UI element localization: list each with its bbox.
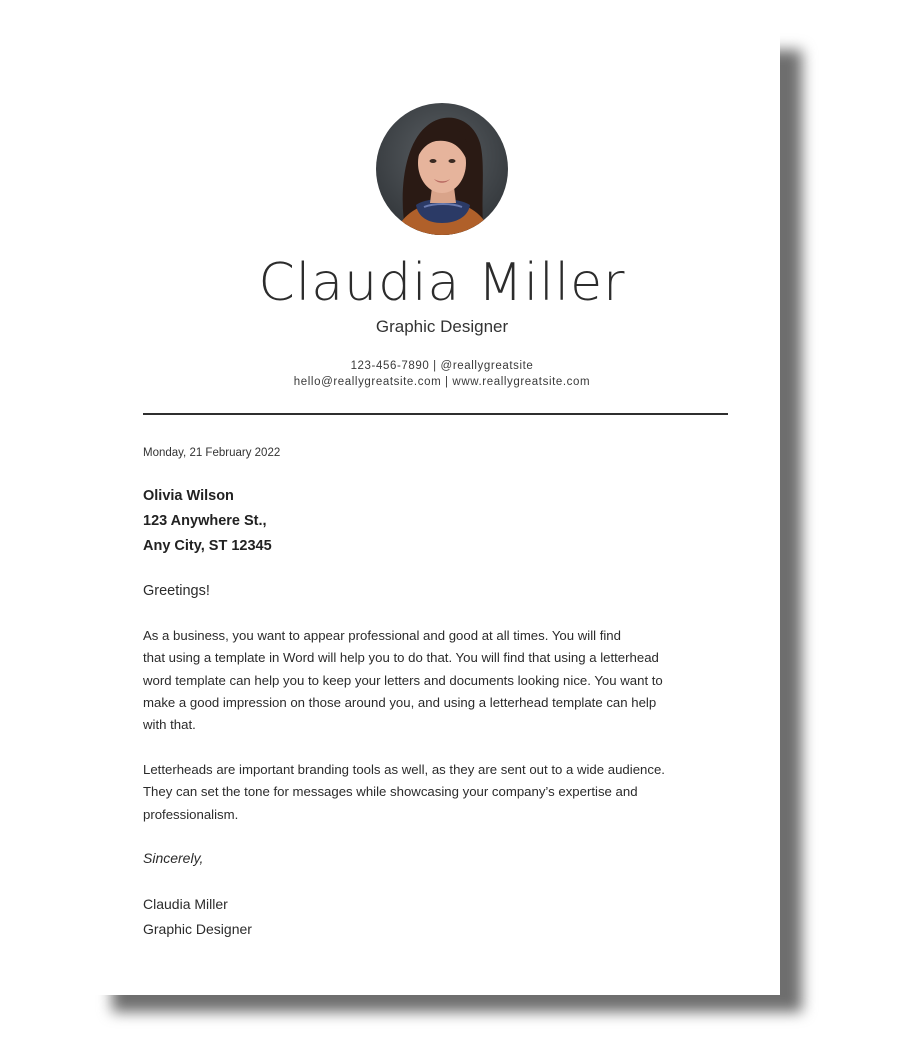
profile-photo bbox=[376, 103, 508, 235]
paragraph-line: They can set the tone for messages while showcasing your company’s expertise and bbox=[143, 784, 638, 800]
body-paragraph-2 bbox=[143, 759, 743, 826]
paragraph-line: professionalism. bbox=[143, 806, 239, 822]
signature-title: Graphic Designer bbox=[143, 921, 252, 937]
paragraph-line: make a good impression on those around you, and using a letterhead template can help bbox=[143, 694, 657, 710]
recipient-name: Olivia Wilson bbox=[143, 488, 234, 504]
header-name: Claudia Miller bbox=[258, 253, 626, 313]
contact-line-email-web: hello@reallygreatsite.com | www.reallygreatsite.com bbox=[293, 376, 591, 388]
recipient-street: 123 Anywhere St., bbox=[143, 513, 267, 529]
paragraph-line: As a business, you want to appear professional and good at all times. You will find bbox=[143, 628, 621, 643]
paragraph-line: with that. bbox=[143, 717, 196, 733]
body-paragraph-1 bbox=[143, 625, 743, 736]
header-job-title: Graphic Designer bbox=[375, 317, 509, 336]
letter-closing: Sincerely, bbox=[143, 850, 204, 866]
contact-line-phone-social: 123-456-7890 | @reallygreatsite bbox=[350, 360, 534, 372]
letter-date: Monday, 21 February 2022 bbox=[143, 447, 281, 459]
paragraph-line: that using a template in Word will help you to do that. You will find that using a letterhead bbox=[143, 650, 659, 666]
letter-greeting: Greetings! bbox=[143, 583, 210, 599]
paragraph-line: word template can help you to keep your letters and documents looking nice. You want to bbox=[143, 672, 663, 688]
signature-name: Claudia Miller bbox=[143, 896, 228, 912]
recipient-city: Any City, ST 12345 bbox=[143, 538, 272, 554]
paragraph-line: Letterheads are important branding tools as well, as they are sent out to a wide audience. bbox=[143, 762, 665, 777]
header-divider bbox=[143, 413, 728, 415]
